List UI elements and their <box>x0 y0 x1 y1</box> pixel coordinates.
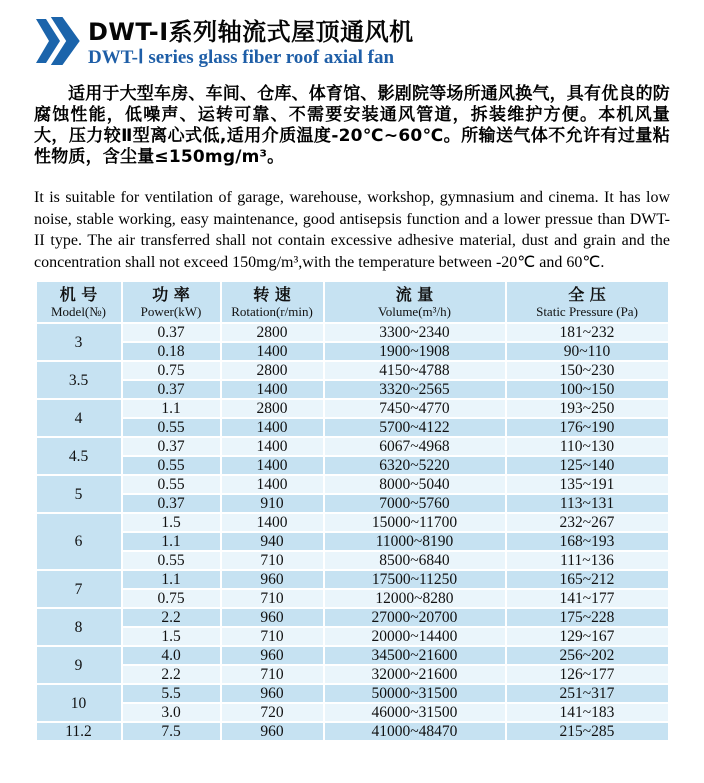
data-cell: 20000~14400 <box>324 627 506 646</box>
page-subtitle: DWT-Ⅰ series glass fiber roof axial fan <box>88 47 395 68</box>
table-row <box>36 684 669 703</box>
model-cell: 6 <box>36 513 122 570</box>
data-cell: 0.55 <box>122 418 221 437</box>
data-cell: 1400 <box>221 437 324 456</box>
data-cell: 1400 <box>221 380 324 399</box>
table-row <box>36 437 669 456</box>
table-row <box>36 342 669 361</box>
data-cell: 3320~2565 <box>324 380 506 399</box>
data-cell: 126~177 <box>506 665 669 684</box>
data-cell: 0.55 <box>122 475 221 494</box>
column-header <box>506 281 669 323</box>
model-cell: 4 <box>36 399 122 437</box>
data-cell: 141~183 <box>506 703 669 722</box>
data-cell: 15000~11700 <box>324 513 506 532</box>
data-cell: 1400 <box>221 342 324 361</box>
data-cell: 960 <box>221 608 324 627</box>
data-cell: 2.2 <box>122 608 221 627</box>
table-row <box>36 456 669 475</box>
data-cell: 7.5 <box>122 722 221 741</box>
table-row <box>36 380 669 399</box>
data-cell: 2800 <box>221 323 324 342</box>
column-header-cn: 流 量 <box>395 285 434 304</box>
data-cell: 46000~31500 <box>324 703 506 722</box>
model-cell: 7 <box>36 570 122 608</box>
table-row <box>36 703 669 722</box>
data-cell: 8500~6840 <box>324 551 506 570</box>
table-row <box>36 418 669 437</box>
data-cell: 41000~48470 <box>324 722 506 741</box>
data-cell: 176~190 <box>506 418 669 437</box>
data-cell: 12000~8280 <box>324 589 506 608</box>
data-cell: 251~317 <box>506 684 669 703</box>
data-cell: 710 <box>221 627 324 646</box>
data-cell: 129~167 <box>506 627 669 646</box>
data-cell: 181~232 <box>506 323 669 342</box>
data-cell: 1400 <box>221 418 324 437</box>
intro-paragraph-en: It is suitable for ventilation of garage, warehouse, workshop, gymnasium and cinema. It has low noise, stable working, easy maintenance, good antisepsis function and a lower pressue than DWT-II type. The air transferred shall not contain excessive adhesive material, dust and grain and the concentration shall not exceed 150mg/m³,with the temperature between -20℃ and 60℃. <box>34 189 670 271</box>
data-cell: 710 <box>221 551 324 570</box>
data-cell: 141~177 <box>506 589 669 608</box>
data-cell: 1400 <box>221 475 324 494</box>
data-cell: 2800 <box>221 361 324 380</box>
model-cell: 10 <box>36 684 122 722</box>
header-row <box>36 281 669 323</box>
column-header-en: Model(№) <box>50 304 106 319</box>
data-cell: 111~136 <box>506 551 669 570</box>
data-cell: 165~212 <box>506 570 669 589</box>
column-header-en: Power(kW) <box>140 304 202 319</box>
data-cell: 11000~8190 <box>324 532 506 551</box>
data-cell: 2.2 <box>122 665 221 684</box>
data-cell: 0.55 <box>122 551 221 570</box>
model-cell: 11.2 <box>36 722 122 741</box>
table-row <box>36 589 669 608</box>
model-cell: 8 <box>36 608 122 646</box>
model-cell: 3 <box>36 323 122 361</box>
spec-table <box>35 280 670 742</box>
data-cell: 168~193 <box>506 532 669 551</box>
data-cell: 1.1 <box>122 532 221 551</box>
data-cell: 1400 <box>221 513 324 532</box>
data-cell: 5700~4122 <box>324 418 506 437</box>
data-cell: 0.55 <box>122 456 221 475</box>
data-cell: 910 <box>221 494 324 513</box>
data-cell: 710 <box>221 589 324 608</box>
table-row <box>36 475 669 494</box>
table-row <box>36 722 669 741</box>
data-cell: 34500~21600 <box>324 646 506 665</box>
data-cell: 3.0 <box>122 703 221 722</box>
table-row <box>36 399 669 418</box>
data-cell: 1.5 <box>122 513 221 532</box>
model-cell: 5 <box>36 475 122 513</box>
data-cell: 17500~11250 <box>324 570 506 589</box>
table-row <box>36 323 669 342</box>
double-chevron-right-icon <box>36 16 82 66</box>
column-header <box>221 281 324 323</box>
table-row <box>36 532 669 551</box>
column-header-cn: 功 率 <box>152 285 190 304</box>
data-cell: 0.75 <box>122 589 221 608</box>
table-row <box>36 608 669 627</box>
data-cell: 1.1 <box>122 570 221 589</box>
title-block <box>88 16 414 68</box>
table-row <box>36 361 669 380</box>
data-cell: 125~140 <box>506 456 669 475</box>
data-cell: 90~110 <box>506 342 669 361</box>
data-cell: 720 <box>221 703 324 722</box>
table-row <box>36 513 669 532</box>
data-cell: 0.37 <box>122 323 221 342</box>
data-cell: 710 <box>221 665 324 684</box>
data-cell: 0.37 <box>122 380 221 399</box>
data-cell: 1.5 <box>122 627 221 646</box>
column-header-cn: 转 速 <box>253 285 291 304</box>
model-cell: 9 <box>36 646 122 684</box>
data-cell: 175~228 <box>506 608 669 627</box>
column-header-en: Static Pressure (Pa) <box>536 304 638 319</box>
data-cell: 0.37 <box>122 437 221 456</box>
table-row <box>36 570 669 589</box>
data-cell: 50000~31500 <box>324 684 506 703</box>
data-cell: 113~131 <box>506 494 669 513</box>
data-cell: 4150~4788 <box>324 361 506 380</box>
column-header <box>324 281 506 323</box>
data-cell: 960 <box>221 646 324 665</box>
data-cell: 193~250 <box>506 399 669 418</box>
table-row <box>36 646 669 665</box>
data-cell: 1900~1908 <box>324 342 506 361</box>
data-cell: 2800 <box>221 399 324 418</box>
data-cell: 5.5 <box>122 684 221 703</box>
page-header <box>0 0 704 68</box>
table-row <box>36 627 669 646</box>
column-header <box>122 281 221 323</box>
data-cell: 8000~5040 <box>324 475 506 494</box>
page-title: DWT-Ⅰ系列轴流式屋顶通风机 <box>88 18 414 46</box>
data-cell: 940 <box>221 532 324 551</box>
column-header-cn: 机 号 <box>59 285 98 304</box>
data-cell: 135~191 <box>506 475 669 494</box>
column-header-en: Rotation(r/min) <box>231 304 313 319</box>
data-cell: 0.75 <box>122 361 221 380</box>
spec-table-body <box>36 323 669 741</box>
data-cell: 1.1 <box>122 399 221 418</box>
data-cell: 4.0 <box>122 646 221 665</box>
data-cell: 960 <box>221 684 324 703</box>
spec-table-header <box>36 281 669 323</box>
data-cell: 100~150 <box>506 380 669 399</box>
data-cell: 6320~5220 <box>324 456 506 475</box>
intro-paragraph-cn: 适用于大型车房、车间、仓库、体育馆、影剧院等场所通风换气，具有优良的防腐蚀性能，低噪声、运转可靠、不需要安装通风管道，拆装维护方便。本机风量大，压力较Ⅱ型离心式低,适用介质温度-20℃~60℃。所输送气体不允许有过量粘性物质，含尘量≤150mg/m³。 <box>34 84 670 167</box>
data-cell: 7000~5760 <box>324 494 506 513</box>
model-cell: 3.5 <box>36 361 122 399</box>
data-cell: 32000~21600 <box>324 665 506 684</box>
column-header-cn: 全 压 <box>568 285 606 304</box>
data-cell: 3300~2340 <box>324 323 506 342</box>
data-cell: 7450~4770 <box>324 399 506 418</box>
data-cell: 0.18 <box>122 342 221 361</box>
data-cell: 27000~20700 <box>324 608 506 627</box>
column-header <box>36 281 122 323</box>
data-cell: 1400 <box>221 456 324 475</box>
table-row <box>36 665 669 684</box>
column-header-en: Volume(m³/h) <box>378 304 451 319</box>
data-cell: 0.37 <box>122 494 221 513</box>
table-row <box>36 551 669 570</box>
table-row <box>36 494 669 513</box>
data-cell: 232~267 <box>506 513 669 532</box>
data-cell: 960 <box>221 570 324 589</box>
data-cell: 215~285 <box>506 722 669 741</box>
data-cell: 960 <box>221 722 324 741</box>
data-cell: 256~202 <box>506 646 669 665</box>
data-cell: 6067~4968 <box>324 437 506 456</box>
model-cell: 4.5 <box>36 437 122 475</box>
data-cell: 150~230 <box>506 361 669 380</box>
data-cell: 110~130 <box>506 437 669 456</box>
